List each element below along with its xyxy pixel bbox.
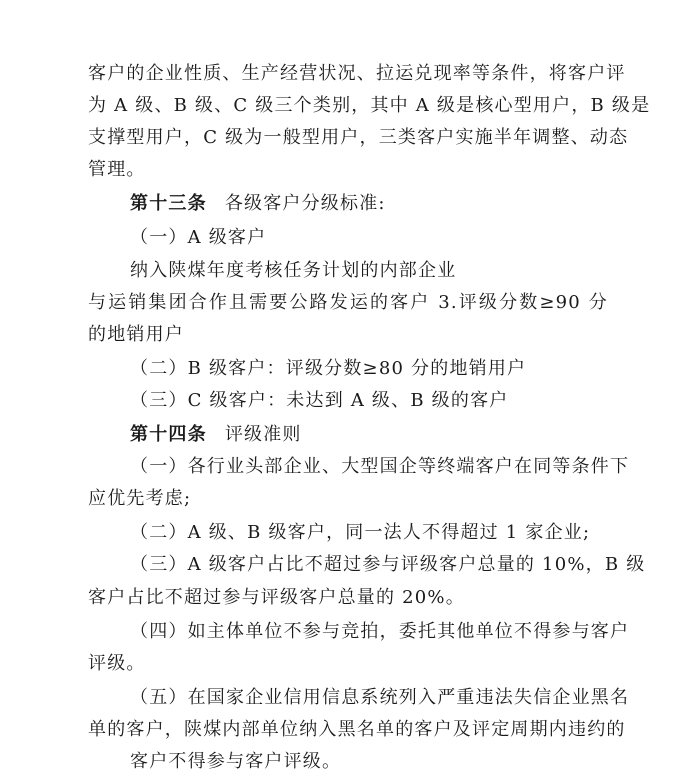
grade-a-label: （一）A 级客户 [130, 227, 267, 248]
rule-4-line-1: （四）如主体单位不参与竞拍，委托其他单位不得参与客户 [130, 621, 630, 642]
paragraph-line: 客户的企业性质、生产经营状况、拉运兑现率等条件，将客户评 [88, 63, 626, 84]
paragraph-line: 支撑型用户，C 级为一般型用户，三类客户实施半年调整、动态 [88, 127, 629, 148]
article-14-heading-line [130, 424, 302, 446]
paragraph-line: 为 A 级、B 级、C 级三个类别，其中 A 级是核心型用户，B 级是 [88, 95, 651, 116]
rule-5-line-3: 客户不得参与客户评级。 [130, 751, 342, 772]
rule-5-line-1: （五）在国家企业信用信息系统列入严重违法失信企业黑名 [130, 687, 630, 708]
grade-c-item: （三）C 级客户：未达到 A 级、B 级的客户 [130, 390, 509, 411]
article-14-title: 评级准则 [224, 424, 302, 445]
rule-3-line-1: （三）A 级客户占比不超过参与评级客户总量的 10%，B 级 [130, 554, 646, 575]
article-13-heading: 第十三条 [130, 193, 207, 214]
article-13-heading-line [130, 193, 386, 215]
article-14-heading: 第十四条 [130, 424, 207, 445]
rule-1-line-2: 应优先考虑; [88, 488, 192, 509]
grade-a-item-2-line-1: 与运销集团合作且需要公路发运的客户 3.评级分数≥90 分 [88, 292, 608, 313]
rule-3-line-2: 客户占比不超过参与评级客户总量的 20%。 [88, 587, 465, 608]
grade-b-item: （二）B 级客户：评级分数≥80 分的地销用户 [130, 358, 527, 379]
rule-5-line-2: 单的客户，陕煤内部单位纳入黑名单的客户及评定周期内违约的 [88, 719, 626, 740]
paragraph-line: 管理。 [88, 159, 146, 180]
article-13-title: 各级客户分级标准: [224, 193, 386, 214]
rule-2: （二）A 级、B 级客户，同一法人不得超过 1 家企业; [130, 522, 591, 543]
grade-a-item-1: 纳入陕煤年度考核任务计划的内部企业 [130, 260, 457, 281]
grade-a-item-2-line-2: 的地销用户 [88, 324, 184, 345]
rule-4-line-2: 评级。 [88, 653, 146, 674]
rule-1-line-1: （一）各行业头部企业、大型国企等终端客户在同等条件下 [130, 456, 630, 477]
